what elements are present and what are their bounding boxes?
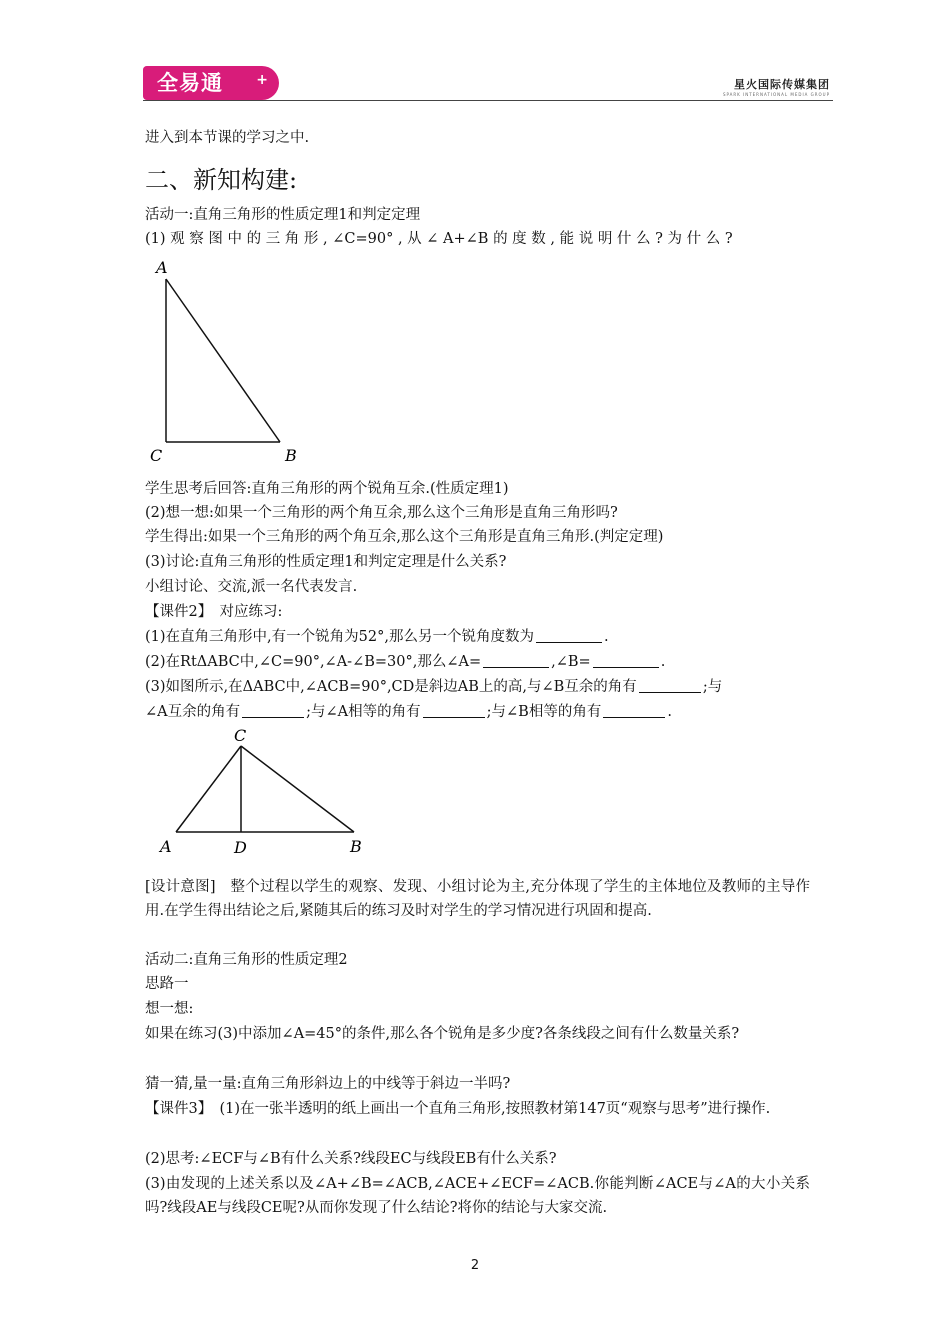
label-C: C (150, 446, 163, 465)
section-heading: 二、新知构建: (145, 166, 298, 194)
publisher-name-en: SPARK INTERNATIONAL MEDIA GROUP (722, 92, 830, 97)
answer-blank (639, 677, 701, 693)
publisher-name: 星火国际传媒集团 (734, 78, 830, 91)
exercise-3-line2 (145, 700, 810, 724)
activity-one-title: 活动一:直角三角形的性质定理1和判定定理 (145, 207, 421, 223)
design-intent: [设计意图] 整个过程以学生的观察、发现、小组讨论为主,充分体现了学生的主体地位及教师的主导作用.在学生得出结论之后,紧随其后的练习及时对学生的学习情况进行巩固和提高. (145, 879, 810, 919)
exercise-1-text: (1)在直角三角形中,有一个锐角为52°,那么另一个锐角度数为 (145, 629, 534, 645)
answer-blank (593, 652, 659, 668)
exercise-3-part2: ∠A互余的角有 (145, 704, 241, 720)
question-45-degrees: 如果在练习(3)中添加∠A=45°的条件,那么各个锐角是多少度?各条线段之间有什么数量关系? (145, 1026, 740, 1042)
exercise-3-part4: ;与∠B相等的角有 (486, 704, 602, 720)
page-number: 2 (470, 1258, 480, 1273)
publisher-mark (723, 76, 830, 97)
exercise-3-part3: ;与∠A相等的角有 (306, 704, 421, 720)
courseware-3: 【课件3】 (1)在一张半透明的纸上画出一个直角三角形,按照教材第147页“观察与思考”进行操作. (145, 1101, 771, 1117)
answer-blank (483, 652, 549, 668)
answer-blank (423, 702, 485, 718)
group-discussion: 小组讨论、交流,派一名代表发言. (145, 579, 358, 595)
conclusion-question: (3)由发现的上述关系以及∠A+∠B=∠ACB,∠ACE+∠ECF=∠ACB.你能判断∠ACE与∠A的大小关系吗?线段AE与线段CE呢?从而你发现了什么结论?将你的结论与大家交流. (145, 1176, 810, 1216)
exercise-3-line1 (145, 675, 810, 699)
header-rule (143, 100, 833, 101)
figure-right-triangle (148, 255, 308, 465)
question-2: (2)想一想:如果一个三角形的两个角互余,那么这个三角形是直角三角形吗? (145, 505, 618, 521)
intro-line: 进入到本节课的学习之中. (145, 130, 310, 146)
guess-and-measure: 猜一猜,量一量:直角三角形斜边上的中线等于斜边一半吗? (145, 1076, 511, 1092)
figure-altitude-triangle (150, 722, 380, 862)
courseware-2-title: 【课件2】 对应练习: (145, 604, 283, 620)
label-A: A (160, 837, 172, 856)
exercise-3-tail: ;与 (702, 679, 723, 695)
answer-blank (603, 702, 665, 718)
answer-blank (242, 702, 304, 718)
exercise-1 (145, 625, 810, 649)
activity-two-title: 活动二:直角三角形的性质定理2 (145, 952, 348, 968)
exercise-1-end: . (603, 629, 609, 645)
think-relation: (2)思考:∠ECF与∠B有什么关系?线段EC与线段EB有什么关系? (145, 1151, 557, 1167)
exercise-3-text: (3)如图所示,在ΔABC中,∠ACB=90°,CD是斜边AB上的高,与∠B互余的角有 (145, 679, 637, 695)
label-B: B (350, 837, 362, 856)
logo-plus-icon: + (256, 72, 269, 88)
answer-2: 学生得出:如果一个三角形的两个角互余,那么这个三角形是直角三角形.(判定定理) (145, 529, 664, 545)
approach-one: 思路一 (145, 976, 189, 992)
exercise-2 (145, 650, 810, 674)
answer-blank (536, 627, 602, 643)
label-A: A (156, 258, 168, 277)
label-D: D (234, 838, 247, 857)
logo-text: 全易通 (157, 71, 223, 95)
think-label: 想一想: (145, 1001, 194, 1017)
answer-1: 学生思考后回答:直角三角形的两个锐角互余.(性质定理1) (145, 481, 509, 497)
brand-logo (143, 66, 279, 100)
exercise-2-text: (2)在RtΔABC中,∠C=90°,∠A-∠B=30°,那么∠A= (145, 654, 482, 670)
exercise-2-end: . (660, 654, 666, 670)
page-header (0, 0, 950, 110)
exercise-3-end: . (667, 704, 672, 720)
label-B: B (285, 446, 297, 465)
question-1: (1) 观 察 图 中 的 三 角 形 , ∠C=90° , 从 ∠ A+∠B 的 度 数 , 能 说 明 什 么 ? 为 什 么 ? (145, 231, 733, 247)
question-3: (3)讨论:直角三角形的性质定理1和判定定理是什么关系? (145, 554, 507, 570)
exercise-2-mid: ,∠B= (551, 654, 591, 670)
label-C: C (234, 726, 247, 745)
